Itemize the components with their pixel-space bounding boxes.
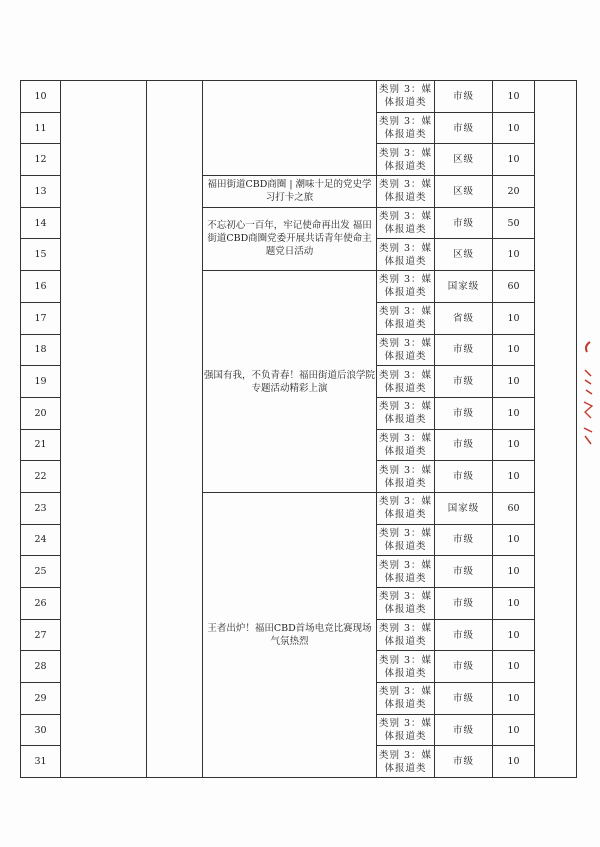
category-text: 体报道类 (384, 382, 427, 394)
level-cell: 市级 (435, 334, 493, 366)
category-text: 类别 3：媒 (378, 401, 433, 413)
table-body (21, 81, 577, 778)
score-cell: 10 (493, 81, 535, 113)
row-number: 16 (21, 271, 61, 303)
row-number: 21 (21, 429, 61, 461)
category-text: 体报道类 (384, 667, 427, 679)
score-cell: 10 (493, 144, 535, 176)
level-cell: 区级 (435, 239, 493, 271)
category-text: 类别 3：媒 (378, 179, 433, 191)
category-cell (377, 366, 435, 398)
report-title: 强国有我，不负青春！福田街道后浪学院专题活动精彩上演 (203, 271, 377, 493)
row-number: 31 (21, 746, 61, 778)
category-text: 类别 3：媒 (378, 496, 433, 508)
category-text: 类别 3：媒 (378, 84, 433, 96)
category-cell (377, 429, 435, 461)
category-text: 体报道类 (384, 509, 427, 521)
score-cell: 10 (493, 397, 535, 429)
category-cell (377, 176, 435, 208)
report-title: 不忘初心一百年，牢记使命再出发 福田街道CBD商圈党委开展共话青年使命主题党日活动 (203, 207, 377, 270)
category-text: 类别 3：媒 (378, 337, 433, 349)
level-cell: 市级 (435, 397, 493, 429)
row-number: 10 (21, 81, 61, 113)
category-text: 体报道类 (384, 540, 427, 552)
level-cell: 市级 (435, 207, 493, 239)
row-number: 20 (21, 397, 61, 429)
category-cell (377, 81, 435, 113)
row-number: 19 (21, 366, 61, 398)
level-cell: 市级 (435, 714, 493, 746)
row-number: 28 (21, 651, 61, 683)
score-cell: 60 (493, 492, 535, 524)
row-number: 25 (21, 556, 61, 588)
category-cell (377, 714, 435, 746)
level-cell: 国家级 (435, 271, 493, 303)
category-cell (377, 302, 435, 334)
category-cell (377, 556, 435, 588)
category-text: 体报道类 (384, 350, 427, 362)
category-cell (377, 492, 435, 524)
category-cell (377, 461, 435, 493)
report-title: 王者出炉！福田CBD首场电竞比赛现场气氛热烈 (203, 492, 377, 777)
row-number: 13 (21, 176, 61, 208)
score-cell: 10 (493, 746, 535, 778)
level-cell: 市级 (435, 524, 493, 556)
level-cell: 市级 (435, 112, 493, 144)
score-cell: 10 (493, 334, 535, 366)
level-cell: 市级 (435, 461, 493, 493)
row-number: 26 (21, 588, 61, 620)
row-number: 23 (21, 492, 61, 524)
category-cell (377, 239, 435, 271)
level-cell: 省级 (435, 302, 493, 334)
blank-merged-column-b (147, 81, 203, 778)
category-cell (377, 207, 435, 239)
category-text: 体报道类 (384, 129, 427, 141)
category-text: 体报道类 (384, 604, 427, 616)
category-text: 体报道类 (384, 477, 427, 489)
level-cell: 市级 (435, 588, 493, 620)
level-cell: 区级 (435, 176, 493, 208)
category-cell (377, 112, 435, 144)
level-cell: 国家级 (435, 492, 493, 524)
level-cell: 市级 (435, 81, 493, 113)
level-cell: 市级 (435, 746, 493, 778)
report-title: 福田街道CBD商圈 | 潮味十足的党史学习打卡之旅 (203, 176, 377, 208)
category-text: 体报道类 (384, 97, 427, 109)
row-number: 12 (21, 144, 61, 176)
level-cell: 市级 (435, 619, 493, 651)
level-cell: 市级 (435, 366, 493, 398)
category-text: 体报道类 (384, 445, 427, 457)
level-cell: 市级 (435, 683, 493, 715)
category-cell (377, 334, 435, 366)
blank-remarks-column (535, 81, 577, 778)
category-text: 体报道类 (384, 636, 427, 648)
category-text: 类别 3：媒 (378, 274, 433, 286)
score-cell: 50 (493, 207, 535, 239)
table-row (21, 81, 577, 113)
score-cell: 10 (493, 524, 535, 556)
category-text: 类别 3：媒 (378, 654, 433, 666)
row-number: 14 (21, 207, 61, 239)
row-number: 24 (21, 524, 61, 556)
category-text: 类别 3：媒 (378, 211, 433, 223)
score-cell: 10 (493, 112, 535, 144)
category-text: 体报道类 (384, 762, 427, 774)
category-text: 类别 3：媒 (378, 116, 433, 128)
category-cell (377, 683, 435, 715)
category-text: 类别 3：媒 (378, 369, 433, 381)
category-text: 类别 3：媒 (378, 432, 433, 444)
row-number: 27 (21, 619, 61, 651)
category-cell (377, 524, 435, 556)
row-number: 18 (21, 334, 61, 366)
seal-stamp-edge (581, 340, 595, 450)
category-text: 体报道类 (384, 160, 427, 172)
row-number: 17 (21, 302, 61, 334)
category-text: 体报道类 (384, 414, 427, 426)
category-cell (377, 651, 435, 683)
category-cell (377, 746, 435, 778)
category-text: 体报道类 (384, 319, 427, 331)
category-text: 类别 3：媒 (378, 591, 433, 603)
row-number: 29 (21, 683, 61, 715)
category-text: 类别 3：媒 (378, 559, 433, 571)
score-cell: 10 (493, 461, 535, 493)
category-text: 类别 3：媒 (378, 718, 433, 730)
row-number: 30 (21, 714, 61, 746)
score-cell: 10 (493, 651, 535, 683)
row-number: 15 (21, 239, 61, 271)
score-cell: 10 (493, 683, 535, 715)
media-report-table (20, 80, 577, 778)
score-cell: 10 (493, 714, 535, 746)
category-text: 体报道类 (384, 224, 427, 236)
category-text: 体报道类 (384, 287, 427, 299)
level-cell: 市级 (435, 429, 493, 461)
category-text: 体报道类 (384, 731, 427, 743)
category-text: 体报道类 (384, 699, 427, 711)
category-cell (377, 144, 435, 176)
score-cell: 20 (493, 176, 535, 208)
category-text: 类别 3：媒 (378, 464, 433, 476)
score-cell: 10 (493, 302, 535, 334)
category-text: 体报道类 (384, 572, 427, 584)
score-cell: 10 (493, 239, 535, 271)
level-cell: 市级 (435, 651, 493, 683)
score-cell: 10 (493, 619, 535, 651)
score-cell: 60 (493, 271, 535, 303)
level-cell: 市级 (435, 556, 493, 588)
category-text: 体报道类 (384, 192, 427, 204)
score-cell: 10 (493, 429, 535, 461)
category-text: 类别 3：媒 (378, 147, 433, 159)
category-text: 类别 3：媒 (378, 242, 433, 254)
score-cell: 10 (493, 366, 535, 398)
report-title (203, 81, 377, 176)
category-cell (377, 397, 435, 429)
row-number: 11 (21, 112, 61, 144)
score-cell: 10 (493, 556, 535, 588)
category-cell (377, 588, 435, 620)
category-text: 类别 3：媒 (378, 306, 433, 318)
category-text: 类别 3：媒 (378, 686, 433, 698)
category-text: 体报道类 (384, 255, 427, 267)
row-number: 22 (21, 461, 61, 493)
level-cell: 区级 (435, 144, 493, 176)
category-cell (377, 619, 435, 651)
category-text: 类别 3：媒 (378, 623, 433, 635)
category-text: 类别 3：媒 (378, 749, 433, 761)
category-cell (377, 271, 435, 303)
score-cell: 10 (493, 588, 535, 620)
category-text: 类别 3：媒 (378, 527, 433, 539)
blank-merged-column-a (61, 81, 147, 778)
